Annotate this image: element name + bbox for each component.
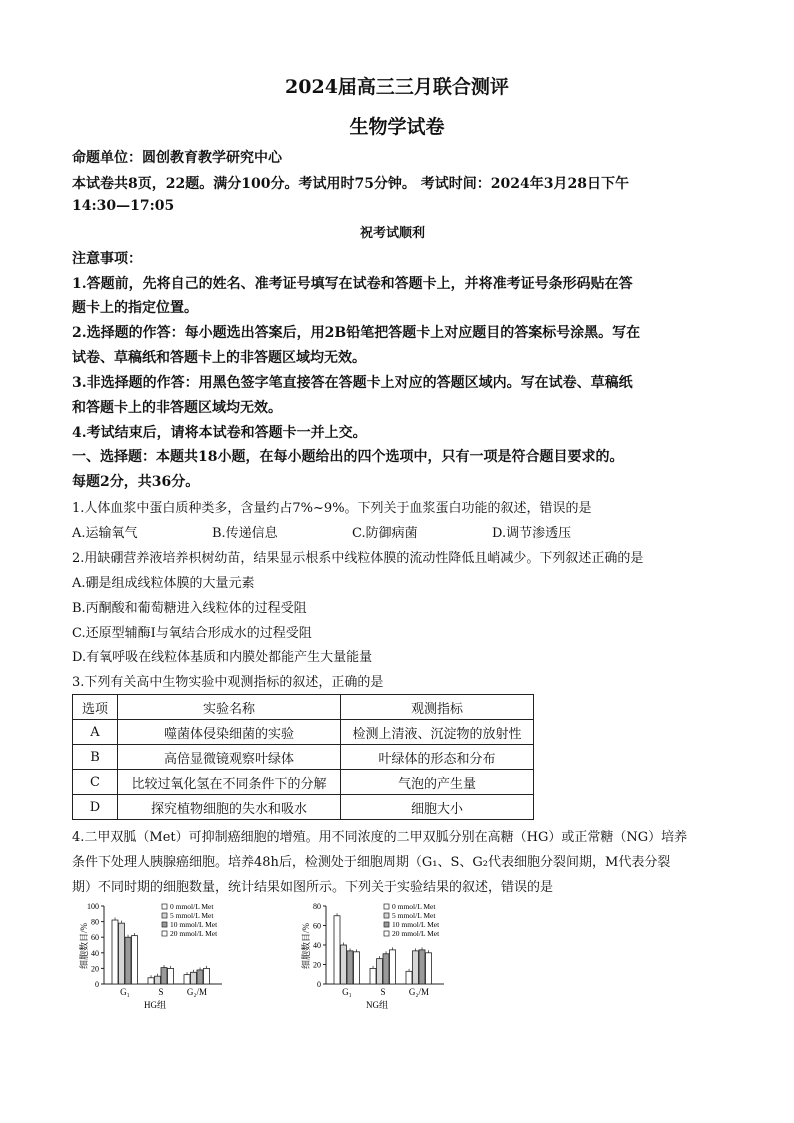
- table-row: [73, 770, 534, 795]
- bar: [334, 916, 340, 984]
- ng-bar-chart: [300, 898, 480, 1018]
- exam-info-line2: 14:30—17:05: [72, 198, 175, 214]
- bar: [148, 978, 154, 984]
- y-tick-label: 20: [313, 960, 321, 970]
- table-cell: 细胞大小: [341, 795, 534, 820]
- legend-swatch: [384, 922, 389, 927]
- bar: [413, 951, 419, 984]
- legend-swatch: [162, 931, 167, 936]
- y-tick-label: 0: [95, 980, 99, 989]
- x-tick-label: S: [158, 987, 164, 997]
- bar: [204, 968, 210, 984]
- bar: [426, 953, 432, 984]
- note-line: 试卷、草稿纸和答题卡上的非答题区域均无效。: [72, 350, 366, 366]
- table-cell: 高倍显微镜观察叶绿体: [118, 745, 341, 770]
- table-header-row: [73, 695, 534, 720]
- note-line: 1.答题前，先将自己的姓名、准考证号填写在试卷和答题卡上，并将准考证号条形码贴在答: [72, 276, 633, 292]
- q3-stem: 3.下列有关高中生物实验中观测指标的叙述，正确的是: [72, 675, 384, 690]
- bar: [119, 923, 125, 984]
- legend-swatch: [162, 922, 167, 927]
- bar: [354, 952, 360, 984]
- table-header: 观测指标: [341, 695, 534, 720]
- legend-label: 0 mmol/L Met: [170, 902, 214, 911]
- bar: [370, 968, 376, 984]
- y-tick-label: 100: [87, 902, 99, 911]
- q2-option-c[interactable]: C.还原型辅酶Ⅰ与氧结合形成水的过程受阻: [72, 626, 312, 641]
- y-tick-label: 80: [313, 902, 321, 911]
- y-tick-label: 40: [91, 948, 99, 958]
- section-heading-line1: 一、选择题：本题共18小题，在每小题给出的四个选项中，只有一项是符合题目要求的。: [72, 449, 624, 465]
- q4-stem-line3: 期）不同时期的细胞数量，统计结果如图所示。下列关于实验结果的叙述，错误的是: [72, 880, 554, 895]
- x-tick-label: G₂/M: [186, 987, 208, 997]
- bar: [112, 920, 118, 984]
- x-tick-label: G₁: [120, 987, 130, 997]
- legend-swatch: [384, 931, 389, 936]
- y-axis-label: 细胞数目/%: [301, 923, 311, 969]
- bar: [390, 950, 396, 984]
- table-cell: 检测上清液、沉淀物的放射性: [341, 720, 534, 745]
- q2-option-a[interactable]: A.硼是组成线粒体膜的大量元素: [72, 576, 255, 591]
- bar: [125, 937, 131, 984]
- bar: [419, 950, 425, 984]
- y-tick-label: 80: [91, 917, 99, 927]
- notes-heading: 注意事项：: [72, 251, 142, 267]
- y-tick-label: 60: [313, 921, 321, 931]
- bar: [168, 968, 174, 984]
- x-tick-label: G₁: [342, 987, 352, 997]
- table-cell: B: [73, 745, 118, 770]
- bar: [383, 954, 389, 984]
- q1-option-a[interactable]: A.运输氧气: [72, 526, 138, 541]
- bar: [347, 951, 353, 984]
- exam-unit: 命题单位：圆创教育教学研究中心: [72, 150, 282, 166]
- bar: [161, 968, 167, 984]
- legend-label: 10 mmol/L Met: [392, 920, 440, 929]
- q4-stem-line2: 条件下处理人胰腺癌细胞。培养48h后，检测处于细胞周期（G₁、S、G₂代表细胞分裂间期，M代表分裂: [72, 855, 671, 870]
- chart-title: NG组: [366, 1000, 388, 1010]
- note-line: 2.选择题的作答：每小题选出答案后，用2B铅笔把答题卡上对应题目的答案标号涂黑。写在: [72, 325, 641, 341]
- table-row: [73, 720, 534, 745]
- table-cell: A: [73, 720, 118, 745]
- hg-bar-chart: [78, 898, 258, 1018]
- bar: [184, 975, 190, 984]
- q1-option-c[interactable]: C.防御病菌: [352, 526, 418, 541]
- legend-swatch: [384, 904, 389, 909]
- note-line: 3.非选择题的作答：用黑色签字笔直接答在答题卡上对应的答题区域内。写在试卷、草稿纸: [72, 375, 633, 391]
- exam-info-line1: 本试卷共8页，22题。满分100分。考试用时75分钟。 考试时间：2024年3月28日下午: [72, 176, 629, 192]
- table-cell: 气泡的产生量: [341, 770, 534, 795]
- legend-swatch: [384, 913, 389, 918]
- exam-title: 2024届高三三月联合测评: [285, 76, 509, 98]
- q3-table: [72, 694, 534, 820]
- table-cell: D: [73, 795, 118, 820]
- bar: [377, 959, 383, 984]
- q1-stem: 1.人体血浆中蛋白质种类多，含量约占7%~9%。下列关于血浆蛋白功能的叙述，错误的是: [72, 501, 592, 516]
- y-tick-label: 60: [91, 933, 99, 943]
- x-tick-label: S: [380, 987, 386, 997]
- q2-stem: 2.用缺硼营养液培养枳树幼苗，结果显示根系中线粒体膜的流动性降低且峭减少。下列叙述正确的是: [72, 551, 644, 566]
- exam-subtitle: 生物学试卷: [349, 116, 445, 138]
- x-tick-label: G₂/M: [408, 987, 430, 997]
- q2-option-b[interactable]: B.丙酮酸和葡萄糖进入线粒体的过程受阻: [72, 601, 307, 616]
- legend-label: 20 mmol/L Met: [392, 929, 440, 938]
- section-heading-line2: 每题2分，共36分。: [72, 474, 200, 490]
- legend-swatch: [162, 913, 167, 918]
- table-cell: 噬菌体侵染细菌的实验: [118, 720, 341, 745]
- table-cell: C: [73, 770, 118, 795]
- q1-option-b[interactable]: B.传递信息: [212, 526, 278, 541]
- legend-swatch: [162, 904, 167, 909]
- y-axis-label: 细胞数目/%: [79, 923, 89, 969]
- table-header: 实验名称: [118, 695, 341, 720]
- note-line: 和答题卡上的非答题区域均无效。: [72, 400, 282, 416]
- bar: [132, 936, 138, 984]
- legend-label: 5 mmol/L Met: [392, 911, 436, 920]
- bar: [406, 971, 412, 984]
- legend-label: 0 mmol/L Met: [392, 902, 436, 911]
- table-cell: 探究植物细胞的失水和吸水: [118, 795, 341, 820]
- bar: [197, 970, 203, 984]
- q1-option-d[interactable]: D.调节渗透压: [492, 526, 572, 541]
- legend-label: 20 mmol/L Met: [170, 929, 218, 938]
- y-tick-label: 0: [317, 980, 321, 989]
- legend-label: 10 mmol/L Met: [170, 920, 218, 929]
- note-line: 题卡上的指定位置。: [72, 300, 198, 316]
- y-tick-label: 40: [313, 941, 321, 950]
- q4-stem-line1: 4.二甲双胍（Met）可抑制癌细胞的增殖。用不同浓度的二甲双胍分别在高糖（HG）或正常糖（NG）培养: [72, 830, 688, 845]
- bar: [155, 976, 161, 984]
- bar: [191, 972, 197, 984]
- note-line: 4.考试结束后，请将本试卷和答题卡一并上交。: [72, 425, 367, 441]
- exam-wish: 祝考试顺利: [360, 226, 426, 241]
- table-row: [73, 745, 534, 770]
- table-header: 选项: [73, 695, 118, 720]
- y-tick-label: 20: [91, 964, 99, 974]
- table-row: [73, 795, 534, 820]
- table-cell: 比较过氧化氢在不同条件下的分解: [118, 770, 341, 795]
- chart-title: HG组: [144, 1000, 166, 1010]
- legend-label: 5 mmol/L Met: [170, 911, 214, 920]
- table-cell: 叶绿体的形态和分布: [341, 745, 534, 770]
- bar: [341, 945, 347, 984]
- q2-option-d[interactable]: D.有氧呼吸在线粒体基质和内膜处都能产生大量能量: [72, 650, 373, 665]
